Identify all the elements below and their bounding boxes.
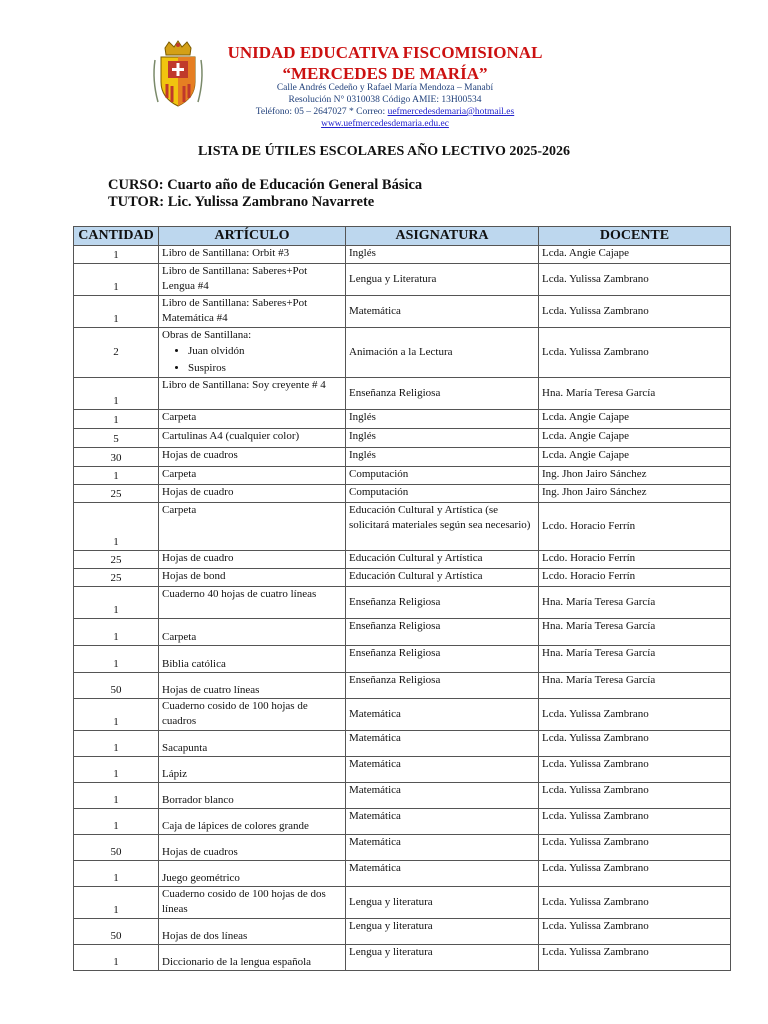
cell-subject: Enseñanza Religiosa	[346, 646, 539, 673]
cell-subject: Matemática	[346, 835, 539, 861]
table-row	[74, 410, 731, 429]
table-row	[74, 246, 731, 264]
table-row	[74, 731, 731, 757]
cell-teacher: Lcda. Angie Cajape	[539, 448, 731, 467]
cell-quantity: 1	[74, 646, 159, 673]
table-row	[74, 919, 731, 945]
cell-article: Hojas de bond	[159, 569, 346, 587]
cell-quantity: 1	[74, 783, 159, 809]
cell-subject: Inglés	[346, 448, 539, 467]
cell-article: Libro de Santillana: Saberes+Pot Lengua #4	[159, 264, 346, 296]
article-subitem: • Suspiros	[188, 360, 342, 377]
cell-quantity: 1	[74, 264, 159, 296]
cell-teacher: Lcda. Angie Cajape	[539, 410, 731, 429]
cell-quantity: 1	[74, 861, 159, 887]
header-subject: ASIGNATURA	[346, 227, 539, 246]
school-address-block	[215, 82, 555, 130]
article-subitem: • Juan olvidón	[188, 343, 342, 360]
cell-teacher: Lcda. Yulissa Zambrano	[539, 328, 731, 378]
cell-subject: Enseñanza Religiosa	[346, 378, 539, 410]
table-row	[74, 887, 731, 919]
website-link[interactable]: www.uefmercedesdemaria.edu.ec	[321, 119, 449, 129]
header-teacher: DOCENTE	[539, 227, 731, 246]
table-row	[74, 569, 731, 587]
cell-article: Carpeta	[159, 410, 346, 429]
cell-teacher: Hna. María Teresa García	[539, 378, 731, 410]
cell-teacher: Lcda. Yulissa Zambrano	[539, 835, 731, 861]
cell-quantity: 1	[74, 296, 159, 328]
cell-subject: Inglés	[346, 410, 539, 429]
table-row	[74, 619, 731, 646]
cell-subject: Educación Cultural y Artística	[346, 551, 539, 569]
school-resolution: Resolución N° 0310038 Código AMIE: 13H00534	[288, 95, 482, 105]
table-row	[74, 783, 731, 809]
cell-teacher: Lcda. Yulissa Zambrano	[539, 861, 731, 887]
cell-article: Lápiz	[159, 757, 346, 783]
cell-teacher: Lcda. Angie Cajape	[539, 429, 731, 448]
table-row	[74, 485, 731, 503]
cell-article: Carpeta	[159, 503, 346, 551]
table-body	[74, 246, 731, 971]
cell-subject: Matemática	[346, 783, 539, 809]
school-contact	[215, 106, 555, 118]
cell-teacher: Hna. María Teresa García	[539, 619, 731, 646]
table-header-row	[74, 227, 731, 246]
cell-subject: Educación Cultural y Artística (se solicitará materiales según sea necesario)	[346, 503, 539, 551]
contact-prefix: Teléfono: 05 – 2647027 * Correo:	[255, 107, 388, 117]
email-link[interactable]: uefmercedesdemaria@hotmail.es	[387, 107, 515, 117]
table-row	[74, 646, 731, 673]
table-row	[74, 551, 731, 569]
cell-teacher: Ing. Jhon Jairo Sánchez	[539, 485, 731, 503]
cell-subject: Lengua y literatura	[346, 945, 539, 971]
cell-article: Caja de lápices de colores grande	[159, 809, 346, 835]
cell-teacher: Hna. María Teresa García	[539, 673, 731, 699]
document-title: LISTA DE ÚTILES ESCOLARES AÑO LECTIVO 2025-2026	[197, 144, 571, 159]
table-row	[74, 587, 731, 619]
cell-teacher: Ing. Jhon Jairo Sánchez	[539, 467, 731, 485]
cell-quantity: 1	[74, 410, 159, 429]
cell-teacher: Lcda. Yulissa Zambrano	[539, 783, 731, 809]
cell-subject: Lengua y literatura	[346, 919, 539, 945]
header-article: ARTÍCULO	[159, 227, 346, 246]
table-row	[74, 835, 731, 861]
cell-teacher: Lcda. Yulissa Zambrano	[539, 699, 731, 731]
school-name-line1: UNIDAD EDUCATIVA FISCOMISIONAL	[227, 43, 543, 62]
cell-teacher: Lcda. Yulissa Zambrano	[539, 296, 731, 328]
table-row	[74, 429, 731, 448]
cell-article: Hojas de cuatro líneas	[159, 673, 346, 699]
cell-quantity: 1	[74, 378, 159, 410]
table-row	[74, 378, 731, 410]
cell-subject: Inglés	[346, 246, 539, 264]
cell-subject: Matemática	[346, 809, 539, 835]
school-crest-logo	[150, 40, 206, 110]
cell-quantity: 1	[74, 809, 159, 835]
table-row	[74, 945, 731, 971]
cell-subject: Lengua y Literatura	[346, 264, 539, 296]
cell-article: Cartulinas A4 (cualquier color)	[159, 429, 346, 448]
cell-subject: Computación	[346, 467, 539, 485]
cell-quantity: 30	[74, 448, 159, 467]
cell-article: Libro de Santillana: Orbit #3	[159, 246, 346, 264]
cell-teacher: Lcda. Yulissa Zambrano	[539, 887, 731, 919]
cell-subject: Matemática	[346, 699, 539, 731]
table-row	[74, 699, 731, 731]
article-sublist	[162, 343, 342, 377]
cell-article: Cuaderno cosido de 100 hojas de cuadros	[159, 699, 346, 731]
header-quantity: CANTIDAD	[74, 227, 159, 246]
cell-quantity: 1	[74, 757, 159, 783]
cell-subject: Computación	[346, 485, 539, 503]
cell-quantity: 5	[74, 429, 159, 448]
cell-subject: Matemática	[346, 757, 539, 783]
cell-article: Hojas de cuadros	[159, 835, 346, 861]
cell-article: Hojas de dos líneas	[159, 919, 346, 945]
cell-subject: Enseñanza Religiosa	[346, 619, 539, 646]
cell-article: Hojas de cuadros	[159, 448, 346, 467]
cell-article: Libro de Santillana: Soy creyente # 4	[159, 378, 346, 410]
cell-article: Borrador blanco	[159, 783, 346, 809]
cell-article: Hojas de cuadro	[159, 485, 346, 503]
table-row	[74, 264, 731, 296]
cell-quantity: 1	[74, 945, 159, 971]
cell-teacher: Lcda. Yulissa Zambrano	[539, 264, 731, 296]
table-row	[74, 503, 731, 551]
table-row	[74, 861, 731, 887]
tutor-line: TUTOR: Lic. Yulissa Zambrano Navarrete	[108, 194, 375, 210]
cell-quantity: 50	[74, 919, 159, 945]
cell-subject: Enseñanza Religiosa	[346, 587, 539, 619]
cell-teacher: Lcda. Yulissa Zambrano	[539, 919, 731, 945]
cell-quantity: 50	[74, 835, 159, 861]
table-row	[74, 757, 731, 783]
cell-teacher: Lcda. Yulissa Zambrano	[539, 809, 731, 835]
cell-quantity: 1	[74, 467, 159, 485]
table-row	[74, 296, 731, 328]
cell-quantity: 2	[74, 328, 159, 378]
cell-subject: Lengua y literatura	[346, 887, 539, 919]
table-row	[74, 673, 731, 699]
cell-subject: Matemática	[346, 296, 539, 328]
cell-quantity: 25	[74, 551, 159, 569]
cell-quantity: 50	[74, 673, 159, 699]
cell-teacher: Lcdo. Horacio Ferrín	[539, 569, 731, 587]
cell-subject: Enseñanza Religiosa	[346, 673, 539, 699]
cell-article: Libro de Santillana: Saberes+Pot Matemática #4	[159, 296, 346, 328]
cell-subject: Animación a la Lectura	[346, 328, 539, 378]
school-name-line2: “MERCEDES DE MARÍA”	[282, 64, 488, 83]
table-row	[74, 448, 731, 467]
cell-teacher: Lcdo. Horacio Ferrín	[539, 551, 731, 569]
cell-quantity: 1	[74, 503, 159, 551]
cell-teacher: Lcda. Angie Cajape	[539, 246, 731, 264]
cell-teacher: Lcda. Yulissa Zambrano	[539, 731, 731, 757]
cell-article: Cuaderno cosido de 100 hojas de dos líneas	[159, 887, 346, 919]
cell-subject: Matemática	[346, 861, 539, 887]
cell-quantity: 1	[74, 619, 159, 646]
article-text: Obras de Santillana:	[162, 329, 252, 341]
school-address: Calle Andrés Cedeño y Rafael María Mendoza – Manabí	[276, 83, 494, 93]
cell-article: Diccionario de la lengua española	[159, 945, 346, 971]
cell-quantity: 1	[74, 587, 159, 619]
cell-quantity: 1	[74, 246, 159, 264]
cell-subject: Matemática	[346, 731, 539, 757]
cell-teacher: Lcda. Yulissa Zambrano	[539, 945, 731, 971]
cell-teacher: Lcda. Yulissa Zambrano	[539, 757, 731, 783]
cell-teacher: Hna. María Teresa García	[539, 646, 731, 673]
cell-article: Carpeta	[159, 619, 346, 646]
cell-article	[159, 328, 346, 378]
cell-quantity: 1	[74, 699, 159, 731]
cell-teacher: Hna. María Teresa García	[539, 587, 731, 619]
cell-subject: Inglés	[346, 429, 539, 448]
cell-quantity: 1	[74, 731, 159, 757]
course-info	[108, 177, 422, 211]
cell-subject: Educación Cultural y Artística	[346, 569, 539, 587]
table-row	[74, 809, 731, 835]
cell-teacher: Lcdo. Horacio Ferrín	[539, 503, 731, 551]
cell-article: Biblia católica	[159, 646, 346, 673]
cell-quantity: 25	[74, 569, 159, 587]
cell-quantity: 1	[74, 887, 159, 919]
table-row	[74, 467, 731, 485]
course-line: CURSO: Cuarto año de Educación General Básica	[108, 177, 423, 193]
cell-quantity: 25	[74, 485, 159, 503]
cell-article: Hojas de cuadro	[159, 551, 346, 569]
cell-article: Cuaderno 40 hojas de cuatro líneas	[159, 587, 346, 619]
cell-article: Carpeta	[159, 467, 346, 485]
table-row	[74, 328, 731, 378]
supplies-table	[73, 226, 731, 971]
cell-article: Sacapunta	[159, 731, 346, 757]
school-name	[215, 42, 555, 84]
cell-article: Juego geométrico	[159, 861, 346, 887]
